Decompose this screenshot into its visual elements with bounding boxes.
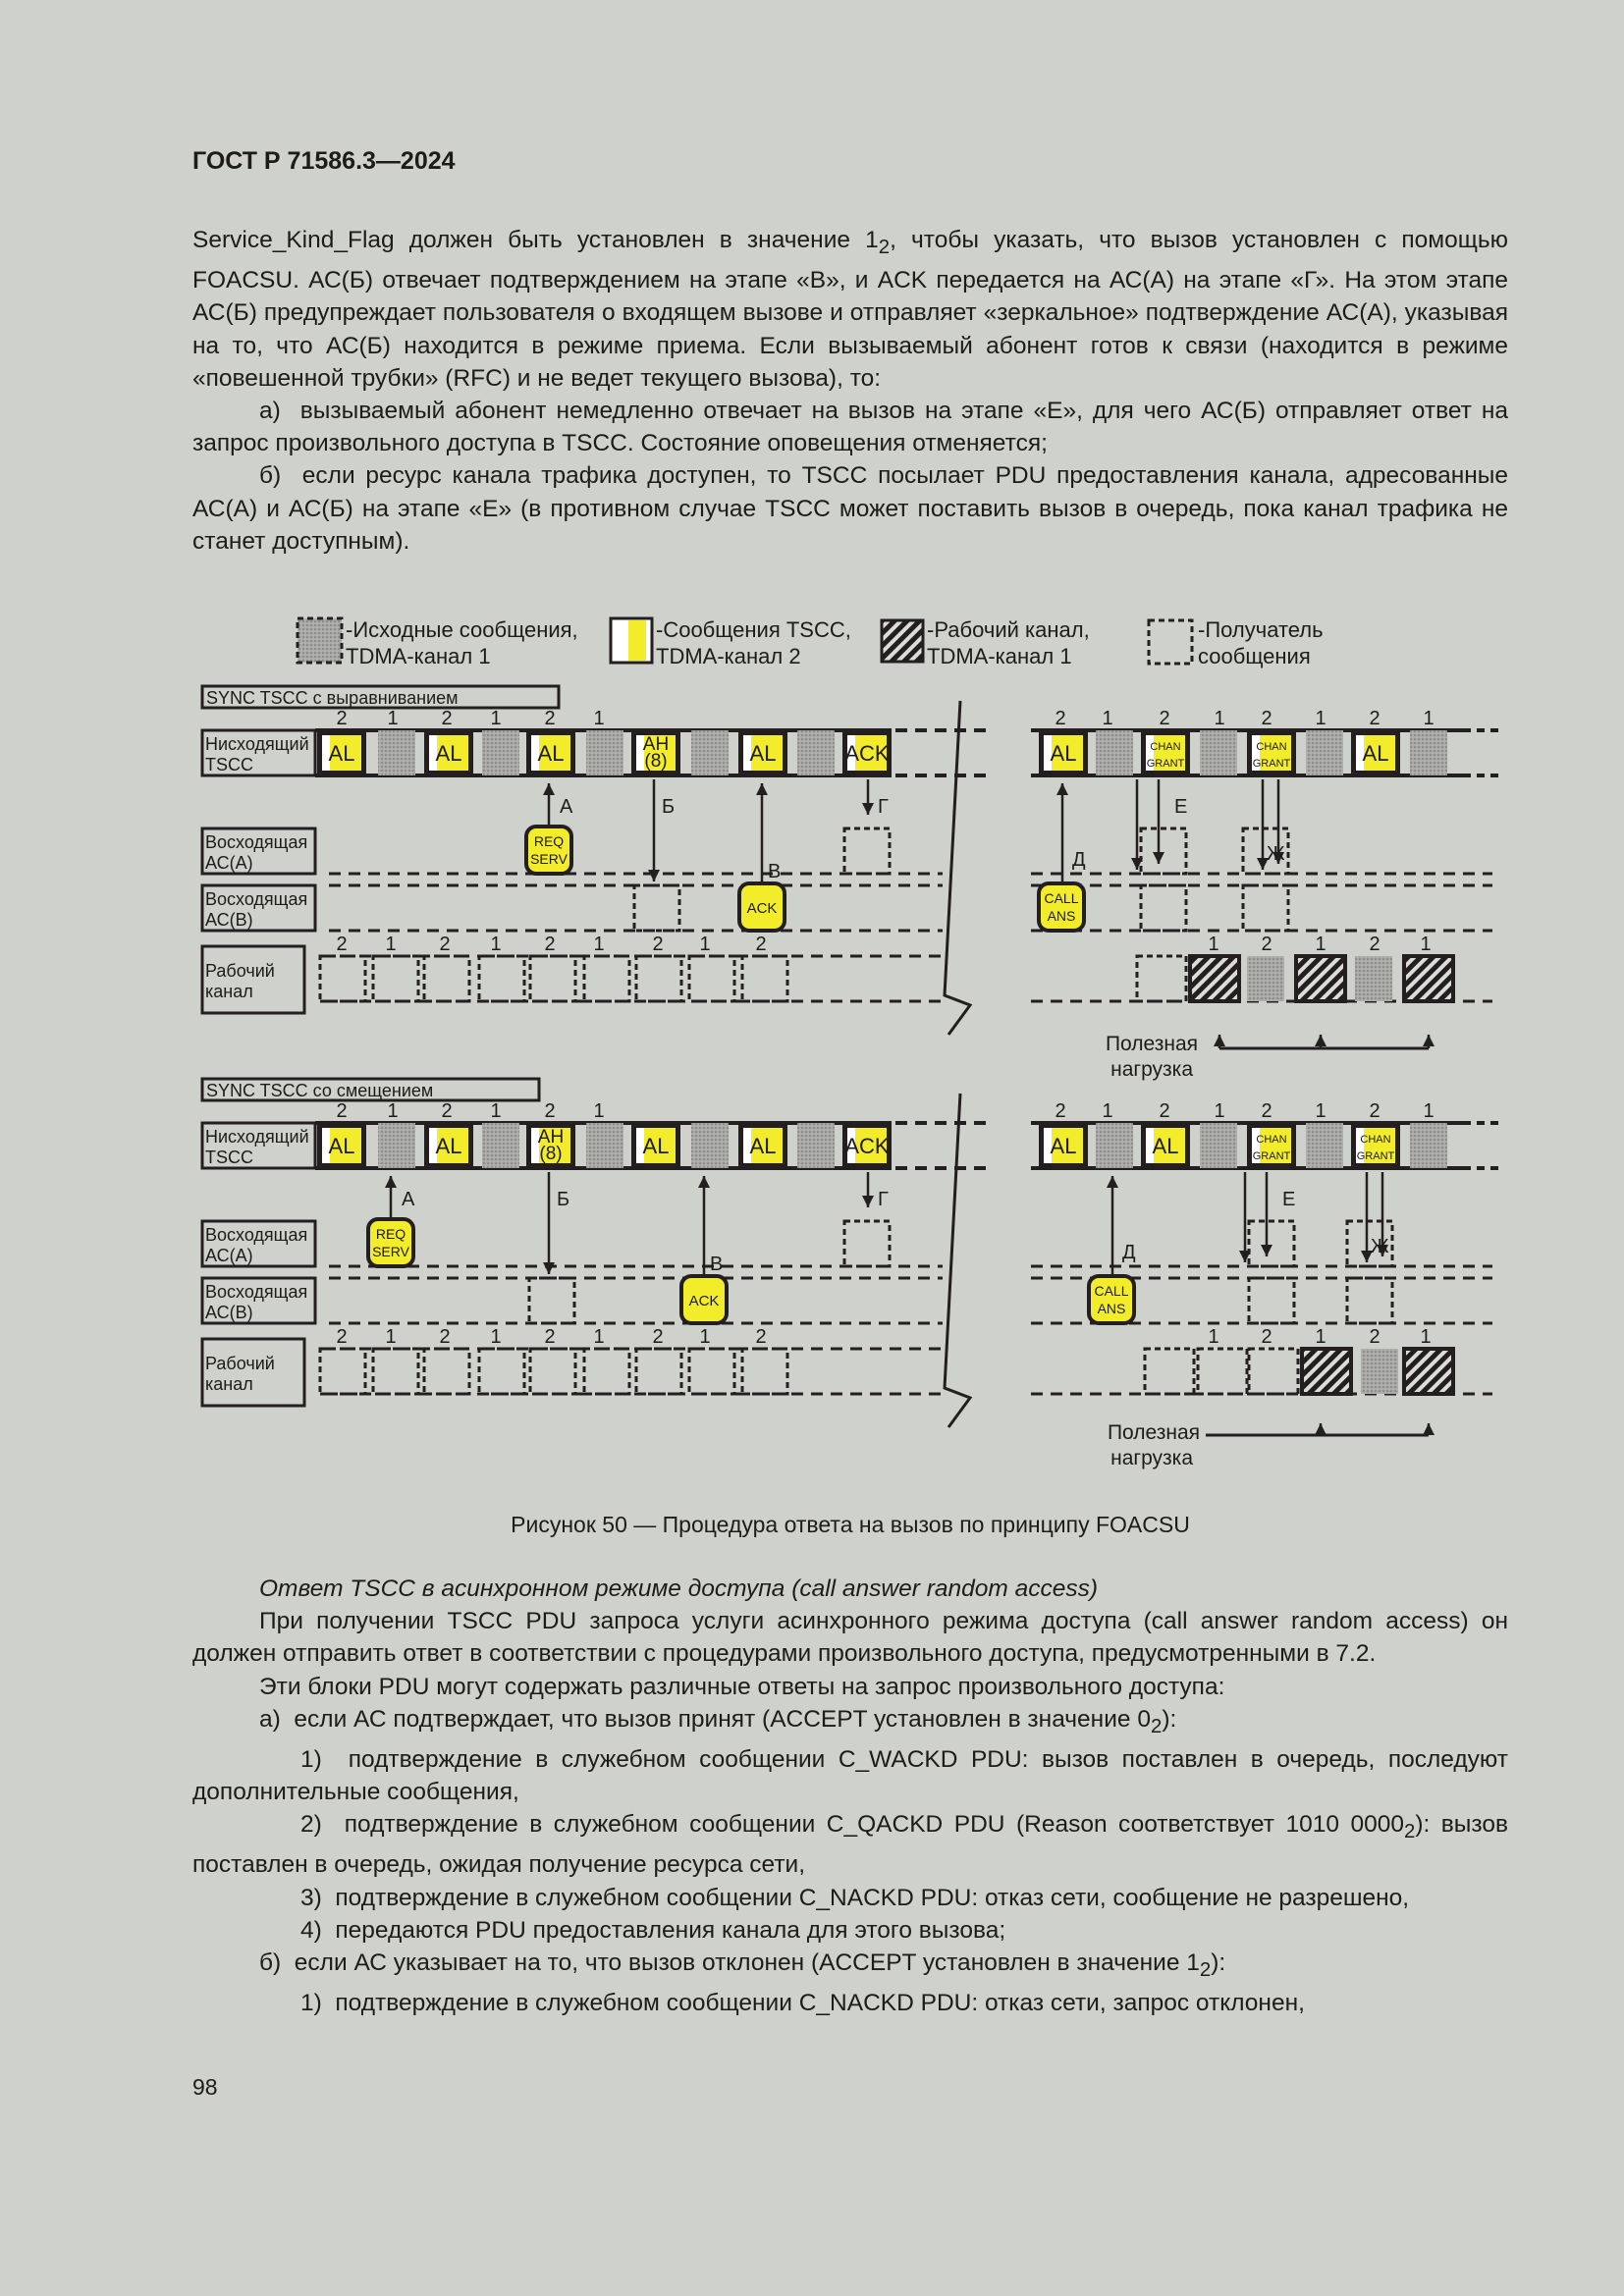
payload-label-2: нагрузка [1110, 1058, 1193, 1081]
slot-number: 2 [441, 1100, 453, 1122]
slot-number: 2 [1261, 1100, 1272, 1122]
slot-number: 2 [1261, 708, 1272, 729]
tscc-block-label: ACK [844, 1134, 890, 1158]
recipient-slot [584, 1349, 629, 1394]
slot-number: 2 [1261, 934, 1272, 955]
stage-v-arrow-head [756, 783, 768, 795]
recipient-slot [1198, 1349, 1247, 1394]
body-paragraph: Эти блоки PDU могут содержать различные ответы на запрос произвольного доступа: [259, 1673, 1225, 1700]
stage-g-label: Г [878, 1189, 889, 1210]
slot-number: 1 [593, 1100, 605, 1122]
tscc-block-label: AL [435, 741, 462, 766]
recipient-slot [1145, 1349, 1194, 1394]
document-header: ГОСТ Р 71586.3—2024 [192, 147, 456, 175]
work-block [1296, 956, 1345, 1001]
slot-number: 2 [544, 934, 556, 955]
body-paragraph: 1) подтверждение в служебном сообщении C_NACKD PDU: отказ сети, запрос отклонен, [300, 1990, 1305, 2017]
work-block [1404, 956, 1453, 1001]
intro-paragraph: Service_Kind_Flag должен быть установлен в значение $1_2$, чтобы указать, что вызов установлен с помощью FOACSU. АС(Б) отвечает подтверждением на этапе «В», и ACK передается на АС(А) на этапе «Г». На этом этапе АС(Б) предупреждает пользователя о входящем вызове и отправляет «зеркальное» подтверждение АС(А), указывая на то, что АС(Б) находится в режиме приема. Если вызываемый абонент готов к связи (находится в режиме «повешенной трубки» (RFC) и не ведет текущего вызова), то: [192, 227, 1509, 392]
recipient-slot [742, 1349, 787, 1394]
recipient-slot [530, 1349, 575, 1394]
slot-number: 1 [490, 934, 502, 955]
stage-v-label: В [710, 1254, 724, 1275]
slot-number: 1 [1423, 1100, 1435, 1122]
payload-arrow-head [1423, 1035, 1435, 1046]
slot-number: 2 [1159, 708, 1170, 729]
row-label-line2: АС(А) [205, 853, 253, 873]
stage-d-arrow-head [1107, 1176, 1118, 1188]
slot-number: 2 [336, 934, 348, 955]
page-number: 98 [192, 2074, 218, 2100]
slot-number: 2 [439, 1326, 451, 1348]
legend-work-swatch [882, 620, 923, 662]
slot-number: 1 [490, 1326, 502, 1348]
slot-number: 2 [544, 708, 556, 729]
source-block [1410, 1123, 1447, 1168]
source-block [691, 1123, 729, 1168]
slot-number: 1 [1315, 934, 1326, 955]
tscc-block-label: GRANT [1252, 758, 1291, 770]
tscc-block-label: AL [1050, 1134, 1077, 1158]
slot-number: 2 [336, 1100, 348, 1122]
stage-a-label: А [402, 1189, 415, 1210]
body-paragraph: 3) подтверждение в служебном сообщении C_NACKD PDU: отказ сети, сообщение не разрешено, [300, 1884, 1410, 1911]
stage-d-label: Д [1072, 849, 1086, 871]
recipient-slot [373, 1349, 418, 1394]
slot-number: 2 [652, 1326, 664, 1348]
row-label-line1: Восходящая [205, 1225, 308, 1245]
slot-number: 1 [387, 1100, 399, 1122]
work-block [1190, 956, 1239, 1001]
slot-number: 2 [1369, 1100, 1380, 1122]
row-label-line2: TSCC [205, 1148, 253, 1167]
recipient-slot [844, 1221, 890, 1266]
recipient-slot [1141, 885, 1186, 931]
recipient-slot [479, 1349, 524, 1394]
recipient-slot [844, 828, 890, 874]
tscc-block-label: AL [328, 1134, 355, 1158]
tscc-block-label: AL [435, 1134, 462, 1158]
stage-b-arrow-head [648, 870, 660, 881]
slot-number: 1 [699, 934, 711, 955]
source-block [797, 730, 835, 775]
tscc-block-label: (8) [644, 751, 668, 772]
recipient-slot [1249, 1221, 1294, 1266]
tscc-block-label: CHAN [1256, 741, 1287, 753]
slot-number: 2 [1369, 708, 1380, 729]
slot-number: 1 [385, 934, 397, 955]
body-paragraph: 1) подтверждение в служебном сообщении C_WACKD PDU: вызов поставлен в очередь, последуют дополнительные сообщения, [192, 1745, 1508, 1806]
slot-number: 2 [1159, 1100, 1170, 1122]
recipient-slot [424, 1349, 469, 1394]
body-paragraph: Ответ TSCC в асинхронном режиме доступа (call answer random access) [259, 1575, 1098, 1602]
legend-recipient-line2: сообщения [1198, 644, 1311, 668]
row-label-line1: Нисходящий [205, 1127, 309, 1147]
slot-number: 1 [593, 934, 605, 955]
payload-label-1: Полезная [1107, 1421, 1200, 1444]
tscc-block-label: AL [1152, 1134, 1179, 1158]
stage-b-arrow-head [543, 1262, 555, 1274]
recipient-slot [1141, 828, 1186, 874]
recipient-slot [479, 956, 524, 1001]
slot-number: 2 [1369, 934, 1380, 955]
slot-number: 1 [593, 708, 605, 729]
row-label-line2: АС(В) [205, 910, 253, 930]
row-label-line1: Восходящая [205, 1282, 308, 1302]
figure-caption: Рисунок 50 — Процедура ответа на вызов по принципу FOACSU [511, 1512, 1190, 1537]
uplink-message-label: SERV [530, 851, 568, 867]
recipient-slot [320, 956, 365, 1001]
slot-number: 2 [336, 1326, 348, 1348]
slot-number: 1 [1315, 708, 1326, 729]
stage-d-arrow-head [1056, 783, 1068, 795]
work-block [1404, 1349, 1453, 1394]
tscc-block-label: CHAN [1360, 1134, 1391, 1146]
stage-e-label: Е [1174, 796, 1188, 818]
tscc-block-label: CHAN [1150, 741, 1181, 753]
slot-number: 1 [1420, 1326, 1432, 1348]
row-label-line2: TSCC [205, 755, 253, 774]
source-block [1306, 730, 1343, 775]
recipient-slot [320, 1349, 365, 1394]
stage-zh-label: Ж [1371, 1236, 1389, 1257]
source-block [1096, 730, 1133, 775]
tscc-block-label: CHAN [1256, 1134, 1287, 1146]
slot-number: 1 [385, 1326, 397, 1348]
stage-v-arrow-head [698, 1176, 710, 1188]
recipient-slot [636, 956, 681, 1001]
source-block [691, 730, 729, 775]
slot-number: 2 [544, 1100, 556, 1122]
source-block [586, 730, 623, 775]
stage-a-arrow-head [385, 1176, 397, 1188]
stage-g-label: Г [878, 796, 889, 818]
recipient-slot [1243, 885, 1288, 931]
uplink-message-label: CALL [1094, 1283, 1129, 1299]
tscc-block-label: AH [537, 1127, 565, 1148]
stage-e-arrow-head [1153, 852, 1164, 864]
payload-label-1: Полезная [1105, 1033, 1198, 1055]
tscc-block-label: AL [642, 1134, 670, 1158]
recipient-slot [530, 956, 575, 1001]
legend-recipient-swatch [1149, 620, 1192, 664]
tscc-block-label: AL [749, 741, 777, 766]
legend-tscc-line1: -Сообщения TSCC, [656, 617, 851, 642]
tscc-block-label: AL [1362, 741, 1389, 766]
legend-source-line1: -Исходные сообщения, [346, 617, 578, 642]
source-block [378, 730, 415, 775]
legend-work-line1: -Рабочий канал, [927, 617, 1090, 642]
stage-v-label: В [768, 861, 782, 882]
tscc-block-label: AL [328, 741, 355, 766]
source-block [586, 1123, 623, 1168]
stage-d-label: Д [1122, 1242, 1136, 1263]
row-label-line1: Восходящая [205, 889, 308, 909]
source-block [1410, 730, 1447, 775]
legend-tscc-yellow [628, 620, 646, 661]
slot-number: 1 [1423, 708, 1435, 729]
tscc-block-label: GRANT [1252, 1150, 1291, 1162]
stage-e-label: Е [1282, 1189, 1296, 1210]
uplink-message-label: ACK [746, 900, 778, 917]
slot-number: 2 [755, 1326, 767, 1348]
source-block [1200, 1123, 1237, 1168]
body-paragraph: При получении TSCC PDU запроса услуги асинхронного режима доступа (call answer random access) он должен отправить ответ в соответствии с процедурами произвольного доступа, предусмотренными в 7.2. [192, 1608, 1508, 1668]
body-paragraph: 2) подтверждение в служебном сообщении C_QACKD PDU (Reason соответствует 1010 $0000_2$): вызов поставлен в очередь, ожидая получение ресурса сети, [192, 1811, 1509, 1879]
tscc-block-label: AL [749, 1134, 777, 1158]
row-label-line2: канал [205, 982, 253, 1001]
legend-recipient-line1: -Получатель [1198, 617, 1324, 642]
row-label-line1: Рабочий [205, 961, 275, 981]
stage-zh-label: Ж [1267, 843, 1285, 865]
tscc-block-label: AL [1050, 741, 1077, 766]
slot-number: 1 [1214, 1100, 1225, 1122]
slot-number: 2 [652, 934, 664, 955]
tscc-block-label: GRANT [1146, 758, 1185, 770]
tscc-block-label: AL [537, 741, 565, 766]
stage-a-label: А [560, 796, 573, 818]
payload-arrow-head [1315, 1035, 1326, 1046]
uplink-message-label: REQ [375, 1226, 406, 1242]
slot-number: 2 [1055, 708, 1066, 729]
body-paragraph: б) если АС указывает на то, что вызов отклонен (ACCEPT установлен в значение $1_2$): [259, 1949, 1226, 1981]
slot-number: 1 [387, 708, 399, 729]
payload-arrow-head [1315, 1423, 1326, 1435]
uplink-message-label: ACK [688, 1293, 720, 1309]
recipient-slot [634, 885, 679, 931]
section-title: SYNC TSCC со смещением [206, 1081, 434, 1100]
uplink-message-label: CALL [1044, 890, 1079, 906]
recipient-slot [584, 956, 629, 1001]
slot-number: 1 [1315, 1100, 1326, 1122]
recipient-slot [689, 1349, 734, 1394]
row-label-line2: канал [205, 1374, 253, 1394]
body-paragraph: а) если АС подтверждает, что вызов принят (ACCEPT установлен в значение $0_2$): [259, 1705, 1177, 1737]
slot-number: 2 [439, 934, 451, 955]
stage-b-label: Б [662, 796, 676, 818]
legend-source-line2: TDMA-канал 1 [346, 644, 491, 668]
slot-number: 1 [699, 1326, 711, 1348]
slot-number: 1 [1315, 1326, 1326, 1348]
slot-number: 2 [1369, 1326, 1380, 1348]
slot-number: 2 [1261, 1326, 1272, 1348]
section-title: SYNC TSCC с выравниванием [206, 688, 459, 708]
slot-number: 1 [1420, 934, 1432, 955]
source-block [482, 730, 519, 775]
uplink-message-label: REQ [533, 833, 565, 849]
slot-number: 2 [544, 1326, 556, 1348]
recipient-slot [1347, 1278, 1392, 1323]
legend-source-swatch [298, 618, 342, 663]
legend-tscc-line2: TDMA-канал 2 [656, 644, 801, 668]
slot-number: 1 [490, 1100, 502, 1122]
recipient-slot [373, 956, 418, 1001]
source-block [482, 1123, 519, 1168]
source-block [378, 1123, 415, 1168]
tscc-block-label: AH [642, 734, 670, 755]
stage-a-arrow-head [543, 783, 555, 795]
slot-number: 1 [1214, 708, 1225, 729]
row-label-line1: Нисходящий [205, 734, 309, 754]
work-block [1302, 1349, 1351, 1394]
slot-number: 1 [593, 1326, 605, 1348]
slot-number: 1 [490, 708, 502, 729]
row-label-line1: Восходящая [205, 832, 308, 852]
recipient-slot [636, 1349, 681, 1394]
tscc-block-label: GRANT [1356, 1150, 1395, 1162]
body-text [192, 1573, 1508, 2019]
recipient-slot [1137, 956, 1186, 1001]
slot-number: 2 [1055, 1100, 1066, 1122]
recipient-slot [689, 956, 734, 1001]
intro-paragraph: а) вызываемый абонент немедленно отвечает на вызов на этапе «Е», для чего АС(Б) отправляет ответ на запрос произвольного доступа в TSCC. Состояние оповещения отменяется; [192, 397, 1508, 457]
intro-paragraph: б) если ресурс канала трафика доступен, то TSCC посылает PDU предоставления канала, адресованные АС(А) и АС(Б) на этапе «Е» (в противном случае TSCC может поставить вызов в очередь, пока канал трафика не станет доступным). [192, 462, 1508, 555]
stage-e-arrow-head [1261, 1245, 1272, 1256]
slot-number: 2 [755, 934, 767, 955]
slot-number: 1 [1102, 1100, 1113, 1122]
break-mark [945, 701, 970, 1035]
payload-arrow-head [1423, 1423, 1435, 1435]
source-block [797, 1123, 835, 1168]
tscc-block-label: (8) [539, 1144, 563, 1164]
source-block [1200, 730, 1237, 775]
row-label-line1: Рабочий [205, 1354, 275, 1373]
tscc-block-label: ACK [844, 741, 890, 766]
source-block [1355, 956, 1392, 1001]
stage-g-arrow-head [862, 1196, 874, 1207]
recipient-slot [1249, 1278, 1294, 1323]
payload-arrow-head [1214, 1035, 1225, 1046]
source-block [1096, 1123, 1133, 1168]
recipient-slot [529, 1278, 574, 1323]
stage-g-arrow-head [862, 803, 874, 815]
recipient-slot [424, 956, 469, 1001]
uplink-message-label: ANS [1047, 908, 1076, 924]
row-label-line2: АС(А) [205, 1246, 253, 1265]
body-paragraph: 4) передаются PDU предоставления канала для этого вызова; [300, 1916, 1006, 1944]
slot-number: 1 [1208, 1326, 1219, 1348]
uplink-message-label: SERV [372, 1244, 409, 1259]
stage-b-label: Б [557, 1189, 570, 1210]
payload-label-2: нагрузка [1110, 1447, 1193, 1469]
legend-work-line2: TDMA-канал 1 [927, 644, 1072, 668]
recipient-slot [742, 956, 787, 1001]
slot-number: 2 [441, 708, 453, 729]
source-block [1306, 1123, 1343, 1168]
slot-number: 2 [336, 708, 348, 729]
slot-number: 1 [1102, 708, 1113, 729]
recipient-slot [1249, 1349, 1298, 1394]
source-block [1361, 1349, 1398, 1394]
source-block [1247, 956, 1284, 1001]
row-label-line2: АС(В) [205, 1303, 253, 1322]
uplink-message-label: ANS [1097, 1301, 1126, 1316]
break-mark [945, 1094, 970, 1427]
slot-number: 1 [1208, 934, 1219, 955]
